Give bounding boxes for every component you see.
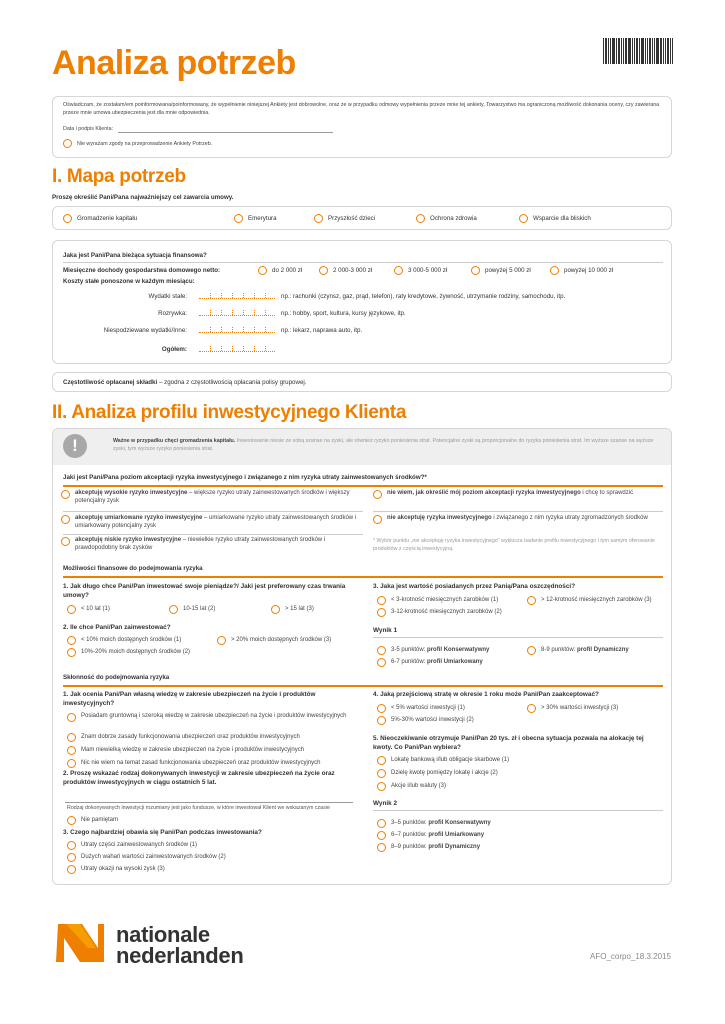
- answer-label: < 10% moich dostępnych środków (1): [81, 636, 182, 643]
- income-label-opt: 3 000-5 000 zł: [408, 267, 448, 274]
- answer-option[interactable]: [377, 782, 446, 791]
- answer-label: Posiadam gruntowną i szeroką wiedzę w zakresie ubezpieczeń na życie i produktów inwestycyjnych: [81, 713, 347, 719]
- risk-footnote: * Wybór punktu „nie akceptuję ryzyka inwestycyjnego" wyklucza badanie profilu inwestycyjnego i tym samym oferowanie produktów z częścią inwestycyjną.: [373, 538, 655, 552]
- barcode-bar: [618, 38, 620, 64]
- income-radio[interactable]: [319, 266, 328, 275]
- signature-field[interactable]: [118, 126, 333, 133]
- income-option[interactable]: [319, 266, 372, 275]
- risk-question: Jaki jest Pani/Pana poziom akceptacji ryzyka inwestycyjnego i związanego z nim ryzyka utraty zainwestowanych środków?*: [63, 474, 427, 481]
- warning-text: Inwestowanie niesie ze sobą szanse na zyski, ale również ryzyko poniesienia strat. Potencjalne zyski są proporcjonalne do ryzyka poniesienia strat. Im wyższe szanse na wyższe zyski, tym wyższe ryzyko poniesienia strat.: [113, 438, 654, 452]
- finance-box: [52, 240, 672, 364]
- answer-option[interactable]: [67, 713, 357, 722]
- answer-radio[interactable]: [67, 648, 76, 657]
- risk-bold: akceptuję niskie ryzyko inwestycyjne: [75, 537, 182, 543]
- income-option[interactable]: [258, 266, 302, 275]
- risk-radio[interactable]: [373, 490, 382, 499]
- answer-option[interactable]: [67, 759, 320, 768]
- barcode-bar: [639, 38, 640, 64]
- answer-option[interactable]: [527, 704, 618, 713]
- barcode-bar: [656, 38, 659, 64]
- q2b-note: Rodzaj dokonywanych inwestycji rozumiany jest jako fundusze, w które inwestował Klient we wskazanym czasie: [67, 805, 330, 811]
- result-profile: profil Konserwatywny: [428, 819, 491, 826]
- risk-radio[interactable]: [373, 515, 382, 524]
- answer-radio[interactable]: [527, 704, 536, 713]
- cost-label: Rozrywka:: [158, 310, 187, 317]
- answer-option[interactable]: [377, 769, 498, 778]
- barcode-bar: [612, 38, 615, 64]
- answer-option[interactable]: [217, 636, 331, 645]
- tolerance-title: Skłonność do podejmowania ryzyka: [63, 674, 170, 681]
- result-profile: profil Dynamiczny: [577, 646, 629, 653]
- barcode-bar: [605, 38, 607, 64]
- result-option[interactable]: [527, 646, 629, 655]
- risk-option[interactable]: [373, 515, 663, 524]
- income-radio[interactable]: [471, 266, 480, 275]
- question-2b: 2. Proszę wskazać rodzaj dokonywanych inwestycji w zakresie ubezpieczeń na życie oraz produktów inwestycyjnych w ciągu ostatnich 5 lat.: [63, 770, 335, 786]
- answer-option[interactable]: [271, 605, 314, 614]
- goal-option[interactable]: [234, 214, 277, 223]
- barcode-bar: [654, 38, 655, 64]
- answer-option[interactable]: [67, 648, 190, 657]
- result-profile: profil Umiarkowany: [428, 831, 485, 838]
- goal-radio[interactable]: [519, 214, 528, 223]
- logo-line1: nationale: [116, 922, 210, 947]
- risk-radio[interactable]: [61, 537, 70, 546]
- risk-bold: nie akceptuję ryzyka inwestycyjnego: [387, 515, 492, 521]
- answer-radio[interactable]: [527, 596, 536, 605]
- income-label-opt: 2 000-3 000 zł: [333, 267, 373, 274]
- barcode-bar: [660, 38, 662, 64]
- answer-radio[interactable]: [67, 713, 76, 722]
- result-option[interactable]: [377, 658, 483, 667]
- answer-label: 5%-30% wartości inwestycji (2): [391, 716, 474, 723]
- answer-radio[interactable]: [67, 605, 76, 614]
- logo-line2: nederlanden: [116, 943, 244, 968]
- result1-title: Wynik 1: [373, 627, 398, 634]
- risk-option[interactable]: [373, 490, 663, 499]
- risk-rest: – większe ryzyko utraty zainwestowanych środków i większy potencjalny zysk: [75, 490, 350, 504]
- risk-bold: nie wiem, jak określić mój poziom akceptacji ryzyka inwestycyjnego: [387, 490, 581, 496]
- consent-text: Oświadczam, że zostałam/em poinformowana/poinformowany, że wypełnienie niniejszej Ankiety jest dobrowolne, oraz że w przypadku odmowy wypełnienia przeze mnie tej ankiety, Towarzystwo ma ograniczoną możliwość dokonania oceny, czy zawierana przeze mnie umowa ubezpieczenia jest dla mnie odpowiednia.: [63, 102, 660, 116]
- result-radio[interactable]: [377, 658, 386, 667]
- goals-box: [52, 206, 672, 230]
- goal-option[interactable]: [416, 214, 477, 223]
- answer-label: Utraty części zainwestowanych środków (1): [81, 841, 198, 848]
- result-pre: 3-5 punktów:: [391, 646, 428, 653]
- answer-radio[interactable]: [67, 865, 76, 874]
- answer-radio[interactable]: [67, 636, 76, 645]
- answer-radio[interactable]: [67, 746, 76, 755]
- risk-bold: akceptuję wysokie ryzyko inwestycyjne: [75, 490, 188, 496]
- answer-option[interactable]: [67, 816, 118, 825]
- answer-option[interactable]: [67, 865, 165, 874]
- barcode-bar: [636, 38, 638, 64]
- goal-question: Proszę określić Pani/Pana najważniejszy cel zawarcia umowy.: [52, 194, 234, 201]
- total-label: Ogółem:: [161, 346, 187, 353]
- barcode-bar: [641, 38, 644, 64]
- goal-label: Przyszłość dzieci: [328, 215, 376, 222]
- risk-option[interactable]: [61, 537, 361, 552]
- barcode-bar: [670, 38, 671, 64]
- answer-label: > 20% moich dostępnych środków (3): [231, 636, 332, 643]
- goal-label: Ochrona zdrowia: [430, 215, 477, 222]
- question-3: 3. Jaka jest wartość posiadanych przez Panią/Pana oszczędności?: [373, 583, 576, 590]
- answer-label: Lokatę bankową i/lub obligacje skarbowe (1): [391, 756, 510, 763]
- barcode: [603, 34, 676, 64]
- question-1b: 1. Jak ocenia Pani/Pan własną wiedzę w zakresie ubezpieczeń na życie i produktów inwestycyjnych?: [63, 691, 316, 707]
- result-radio[interactable]: [377, 646, 386, 655]
- result-option[interactable]: [377, 819, 491, 828]
- answer-option[interactable]: [377, 716, 474, 725]
- answer-option[interactable]: [377, 596, 498, 605]
- cost-note: np.: rachunki (czynsz, gaz, prąd, telefon), raty kredytowe, żywność, utrzymanie rodziny, samochodu, itp.: [281, 293, 566, 300]
- cost-label: Niespodziewane wydatki/Inne:: [103, 327, 187, 334]
- answer-option[interactable]: [67, 853, 226, 862]
- amount-field[interactable]: [199, 290, 275, 299]
- amount-field[interactable]: [199, 324, 275, 333]
- barcode-bar: [634, 38, 635, 64]
- barcode-bar: [608, 38, 609, 64]
- question-4b: 4. Jaką przejściową stratę w okresie 1 roku może Pani/Pan zaakceptować?: [373, 691, 599, 698]
- barcode-bar: [667, 38, 669, 64]
- barcode-bar: [616, 38, 617, 64]
- answer-radio[interactable]: [271, 605, 280, 614]
- answer-option[interactable]: [67, 636, 181, 645]
- result-radio[interactable]: [377, 843, 386, 852]
- answer-option[interactable]: [377, 608, 502, 617]
- section2-title: II. Analiza profilu inwestycyjnego Klienta: [52, 402, 407, 423]
- capacity-title: Możliwości finansowe do podejmowania ryzyka: [63, 565, 203, 572]
- frequency-box: [52, 372, 672, 392]
- answer-option[interactable]: [67, 841, 197, 850]
- result-profile: profil Dynamiczny: [428, 843, 481, 850]
- answer-radio[interactable]: [377, 704, 386, 713]
- result-pre: 8-9 punktów:: [541, 646, 578, 653]
- answer-label: 10-15 lat (2): [183, 605, 216, 612]
- goal-option[interactable]: [519, 214, 591, 223]
- income-option[interactable]: [471, 266, 531, 275]
- result-option[interactable]: [377, 831, 484, 840]
- barcode-bar: [647, 38, 648, 64]
- total-field[interactable]: [199, 343, 275, 352]
- risk-rest: i chcę to sprawdzić: [580, 490, 634, 496]
- income-option[interactable]: [394, 266, 447, 275]
- answer-label: Akcje i/lub waluty (3): [391, 782, 447, 789]
- answer-label: Nic nie wiem na temat zasad funkcjonowania ubezpieczeń oraz produktów inwestycyjnych: [81, 759, 321, 766]
- answer-label: Dzielę kwotę pomiędzy lokatę i akcje (2): [391, 769, 498, 776]
- question-3b: 3. Czego najbardziej obawia się Pani/Pan podczas inwestowania?: [63, 829, 262, 836]
- answer-radio[interactable]: [377, 756, 386, 765]
- answer-radio[interactable]: [377, 769, 386, 778]
- result-radio[interactable]: [377, 831, 386, 840]
- answer-label: Znam dobrze zasady funkcjonowania ubezpieczeń oraz produktów inwestycyjnych: [81, 733, 300, 740]
- answer-radio[interactable]: [67, 841, 76, 850]
- question-2: 2. Ile chce Pani/Pan zainwestować?: [63, 624, 171, 631]
- result-pre: 8–9 punktów:: [391, 843, 429, 850]
- answer-option[interactable]: [67, 605, 110, 614]
- question-1: 1. Jak długo chce Pani/Pan inwestować swoje pieniądze?/ Jaki jest preferowany czas trwania umowy?: [63, 583, 346, 599]
- answer-label: Nie pamiętam: [81, 816, 119, 823]
- result-pre: 6-7 punktów:: [391, 658, 428, 665]
- barcode-bar: [610, 38, 611, 64]
- risk-radio[interactable]: [61, 515, 70, 524]
- answer-label: Dużych wahań wartości zainwestowanych środków (2): [81, 853, 226, 860]
- answer-option[interactable]: [67, 746, 304, 755]
- consent-box: [52, 96, 672, 158]
- answer-label: 10%-20% moich dostępnych środków (2): [81, 648, 191, 655]
- goal-label: Emerytura: [248, 215, 277, 222]
- frequency-note: – zgodna z częstotliwością opłacania polisy grupowej.: [157, 379, 307, 386]
- warning-icon: !: [63, 434, 87, 458]
- result-pre: 6–7 punktów:: [391, 831, 429, 838]
- section1-title: I. Mapa potrzeb: [52, 166, 186, 187]
- answer-label: > 15 lat (3): [285, 605, 314, 612]
- answer-radio[interactable]: [377, 782, 386, 791]
- barcode-bar: [625, 38, 627, 64]
- result-profile: profil Konserwatywny: [427, 646, 490, 653]
- income-radio[interactable]: [394, 266, 403, 275]
- answer-label: Mam niewielką wiedzę w zakresie ubezpieczeń na życie i produktów inwestycyjnych: [81, 746, 305, 753]
- goal-label: Gromadzenie kapitału: [77, 215, 138, 222]
- result-option[interactable]: [377, 646, 489, 655]
- income-label: Miesięczne dochody gospodarstwa domowego netto:: [63, 267, 221, 274]
- cost-label: Wydatki stałe:: [148, 293, 187, 300]
- answer-radio[interactable]: [217, 636, 226, 645]
- answer-radio[interactable]: [169, 605, 178, 614]
- income-radio[interactable]: [258, 266, 267, 275]
- answer-radio[interactable]: [67, 853, 76, 862]
- goal-option[interactable]: [314, 214, 375, 223]
- barcode-bar: [663, 38, 664, 64]
- risk-bold: akceptuję umiarkowane ryzyko inwestycyjne: [75, 515, 203, 521]
- income-label-opt: do 2 000 zł: [272, 267, 303, 274]
- answer-radio[interactable]: [67, 733, 76, 742]
- document-code: AFO_corpo_18.3.2015: [590, 952, 671, 961]
- answer-option[interactable]: [169, 605, 215, 614]
- answer-radio[interactable]: [67, 816, 76, 825]
- risk-option[interactable]: [61, 490, 361, 505]
- refuse-label: Nie wyrażam zgody na przeprowadzenie Ankiety Potrzeb.: [77, 140, 213, 147]
- answer-label: 3-12-krotność miesięcznych zarobków (2): [391, 608, 502, 615]
- barcode-bar: [632, 38, 633, 64]
- risk-radio[interactable]: [61, 490, 70, 499]
- result-radio[interactable]: [377, 819, 386, 828]
- signature-label: Data i podpis Klienta:: [63, 126, 114, 132]
- income-label-opt: powyżej 5 000 zł: [485, 267, 531, 274]
- risk-rest: – niewielkie ryzyko utraty zainwestowanych środków i prawdopodobny brak zysków: [75, 537, 326, 551]
- barcode-bar: [623, 38, 624, 64]
- answer-label: > 12-krotność miesięcznych zarobków (3): [541, 596, 652, 603]
- goal-radio[interactable]: [416, 214, 425, 223]
- barcode-bar: [649, 38, 651, 64]
- risk-option[interactable]: [61, 515, 361, 530]
- goal-radio[interactable]: [63, 214, 72, 223]
- result-pre: 3–5 punktów:: [391, 819, 429, 826]
- income-option[interactable]: [550, 266, 613, 275]
- risk-rest: i związanego z nim ryzyka utraty zgromadzonych środków: [491, 515, 648, 521]
- barcode-bar: [628, 38, 631, 64]
- income-radio[interactable]: [550, 266, 559, 275]
- goal-radio[interactable]: [234, 214, 243, 223]
- barcode-bar: [645, 38, 646, 64]
- barcode-bar: [665, 38, 666, 64]
- profile-box: [52, 428, 672, 885]
- barcode-bar: [603, 38, 604, 64]
- answer-label: < 5% wartości inwestycji (1): [391, 704, 465, 711]
- question-5b: 5. Nieoczekiwanie otrzymuje Pani/Pan 20 tys. zł i obecna sytuacja pozwala na alokację tej kwoty. Co Pani/Pan wybiera?: [373, 735, 644, 751]
- answer-radio[interactable]: [377, 716, 386, 725]
- goal-option[interactable]: [63, 214, 137, 223]
- refuse-radio[interactable]: [63, 139, 72, 148]
- result2-title: Wynik 2: [373, 800, 398, 807]
- result-profile: profil Umiarkowany: [427, 658, 483, 665]
- income-label-opt: powyżej 10 000 zł: [564, 267, 614, 274]
- frequency-label: Częstotliwość opłacanej składki: [63, 379, 158, 386]
- answer-radio[interactable]: [377, 596, 386, 605]
- page-title: Analiza potrzeb: [52, 44, 296, 82]
- finance-question: Jaka jest Pani/Pana bieżąca sytuacja finansowa?: [63, 252, 207, 259]
- answer-radio[interactable]: [67, 759, 76, 768]
- barcode-bar: [621, 38, 622, 64]
- result-radio[interactable]: [527, 646, 536, 655]
- answer-radio[interactable]: [377, 608, 386, 617]
- goal-label: Wsparcie dla bliskich: [533, 215, 591, 222]
- answer-option[interactable]: [67, 733, 300, 742]
- cost-note: np.: hobby, sport, kultura, kursy językowe, itp.: [281, 310, 406, 317]
- barcode-bar: [672, 38, 673, 64]
- costs-label: Koszty stałe ponoszone w każdym miesiącu:: [63, 278, 195, 285]
- nn-logo-mark: [52, 918, 106, 968]
- amount-field[interactable]: [199, 307, 275, 316]
- warning-bold: Ważne w przypadku chęci gromadzenia kapitału.: [113, 438, 236, 444]
- answer-option[interactable]: [377, 756, 509, 765]
- answer-label: Utraty okazji na wysoki zysk (3): [81, 865, 165, 872]
- cost-note: np.: lekarz, naprawa auto, itp.: [281, 327, 363, 334]
- answer-option[interactable]: [527, 596, 652, 605]
- answer-label: < 10 lat (1): [81, 605, 110, 612]
- goal-radio[interactable]: [314, 214, 323, 223]
- barcode-bar: [652, 38, 653, 64]
- result-option[interactable]: [377, 843, 480, 852]
- risk-rest: – umiarkowane ryzyko utraty zainwestowanych środków i umiarkowany potencjalny zysk: [75, 515, 357, 529]
- answer-label: < 3-krotność miesięcznych zarobków (1): [391, 596, 499, 603]
- answer-label: > 30% wartości inwestycji (3): [541, 704, 619, 711]
- answer-option[interactable]: [377, 704, 465, 713]
